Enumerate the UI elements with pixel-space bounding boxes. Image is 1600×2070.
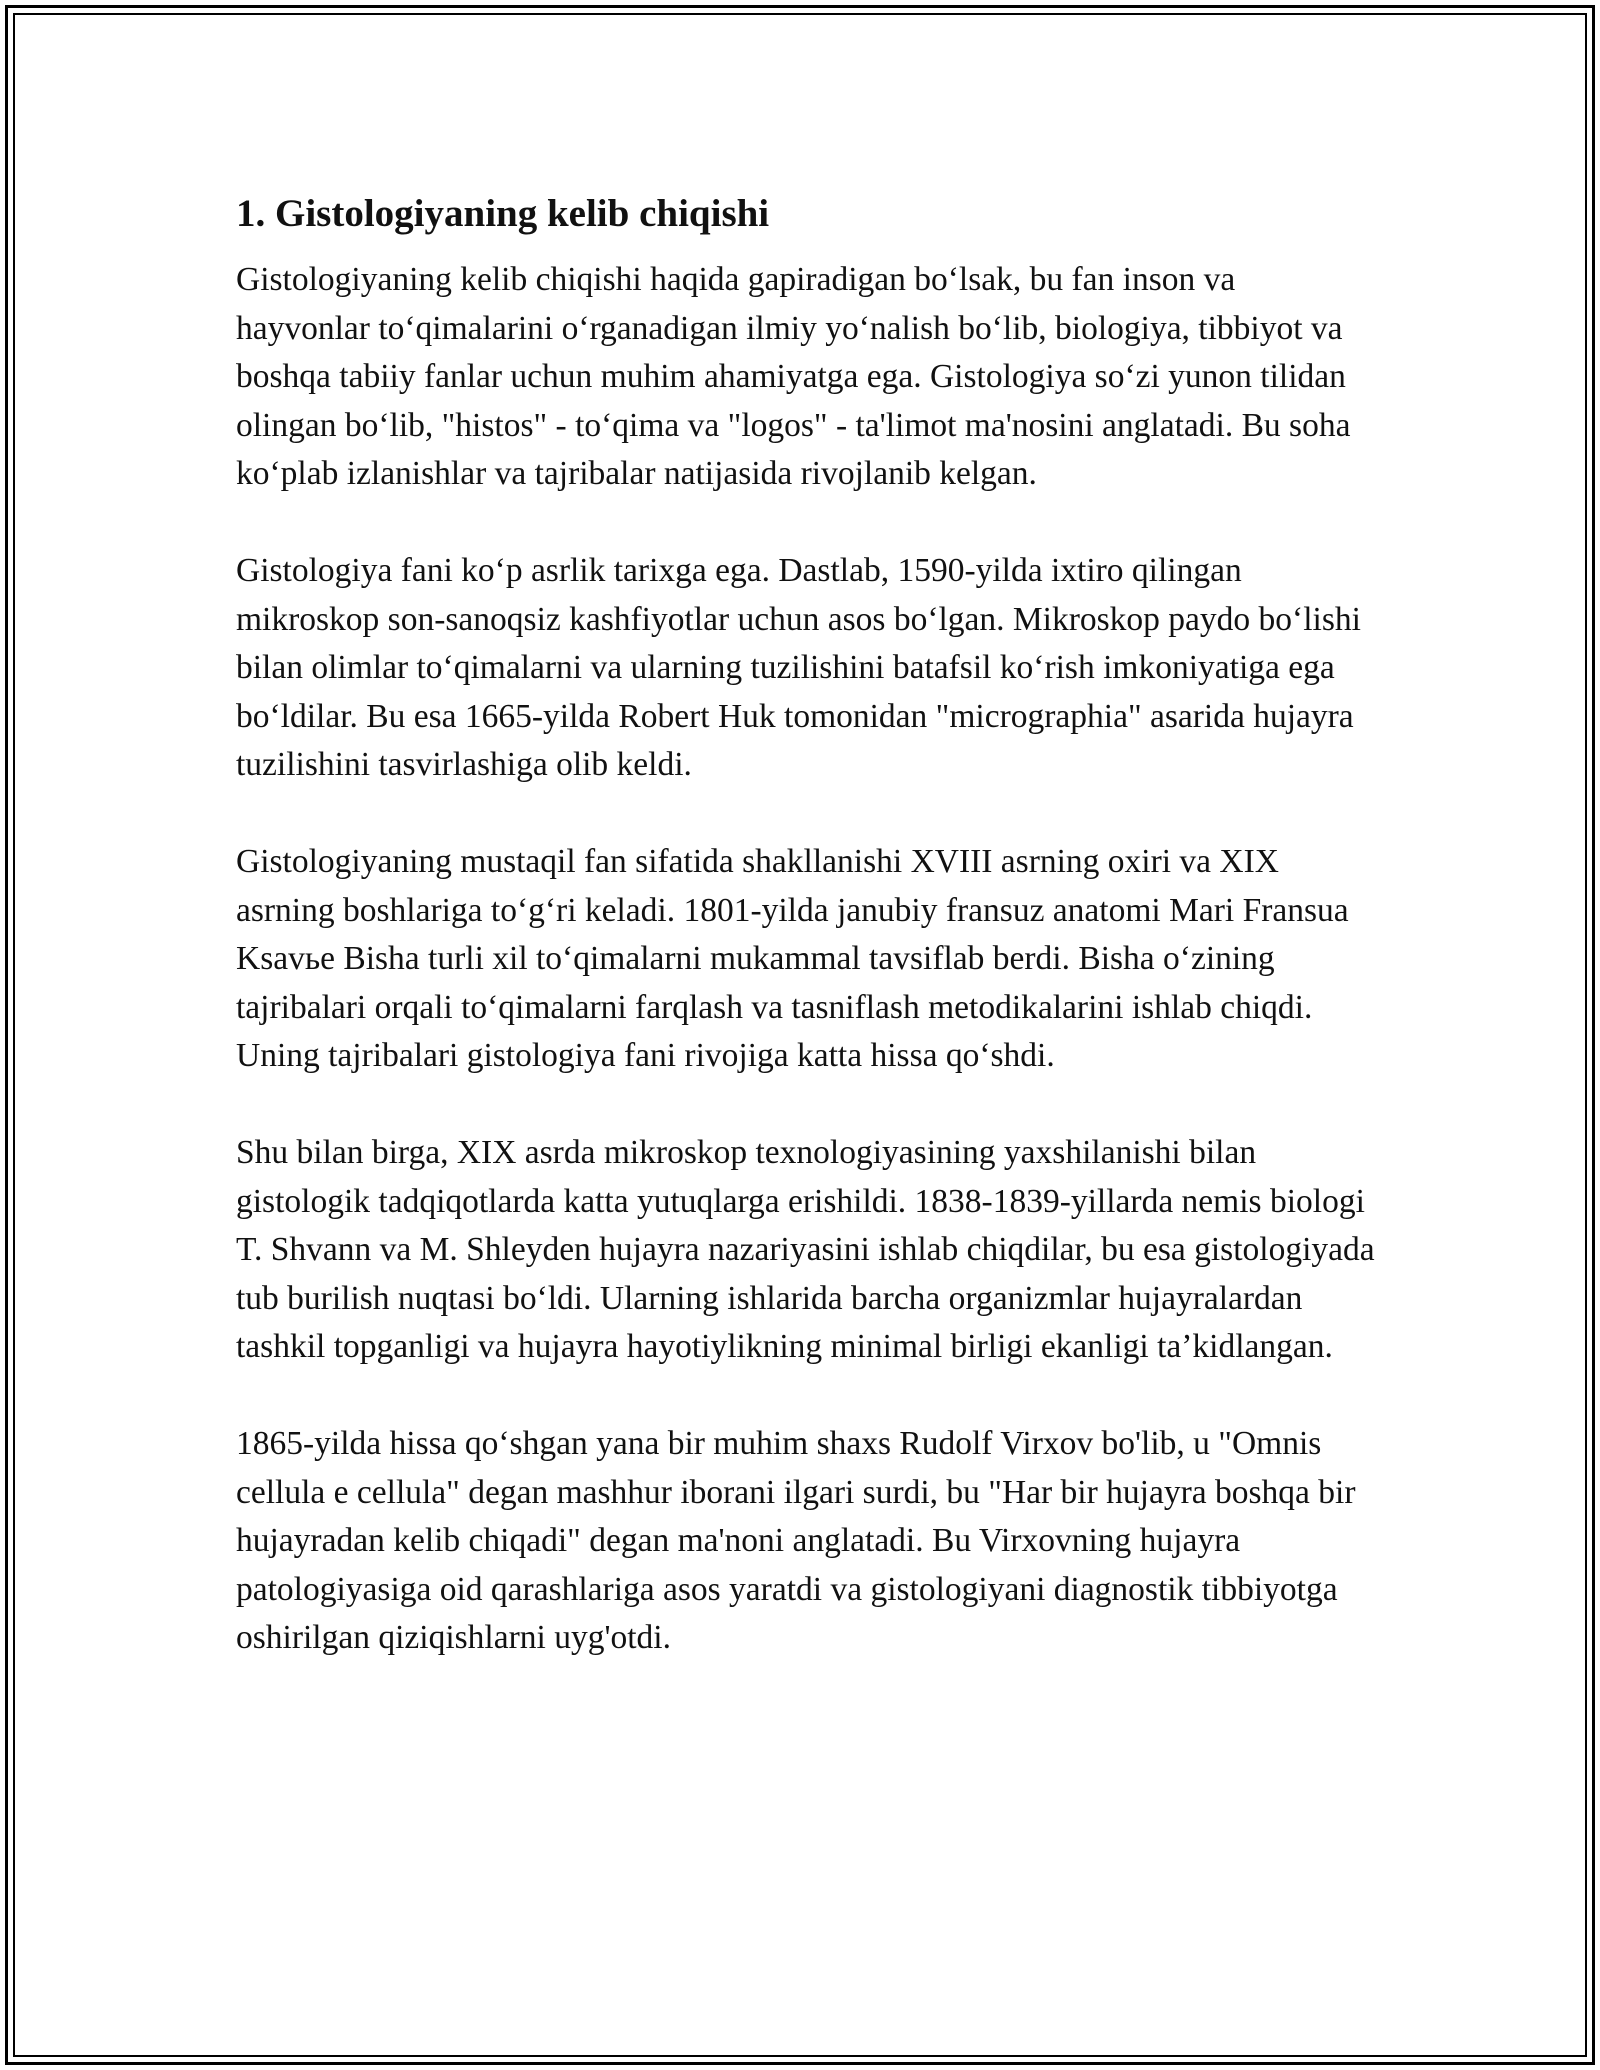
paragraph-virchow: 1865-yilda hissa qo‘shgan yana bir muhim shaxs Rudolf Virxov bo'lib, u "Omnis cellula e cellula" degan mashhur iborani ilgari surdi, bu "Har bir hujayra boshqa bir hujayradan kelib chiqadi" degan ma'noni anglatadi. Bu Virxovning hujayra patologiyasiga oid qarashlariga asos yaratdi va gistologiyani diagnostik tibbiyotga oshirilgan qiziqishlarni uyg'otdi. xyxy=(236,1425,1356,1656)
paragraph-bichat: Gistologiyaning mustaqil fan sifatida shakllanishi XVIII asrning oxiri va XIX asrning boshlariga to‘g‘ri keladi. 1801-yilda janubiy fransuz anatomi Mari Fransua Ksavье Bisha turli xil to‘qimalarni mukammal tavsiflab berdi. Bisha o‘zining tajribalari orqali to‘qimalarni farqlash va tasniflash metodikalarini ishlab chiqdi. Uning tajribalari gistologiya fani rivojiga katta hissa qo‘shdi. xyxy=(236,843,1349,1074)
paragraph-cell-theory: Shu bilan birga, XIX asrda mikroskop texnologiyasining yaxshilanishi bilan gistologik tadqiqotlarda katta yutuqlarga erishildi. 1838-1839-yillarda nemis biologi T. Shvann va M. Shleyden hujayra nazariyasini ishlab chiqdilar, bu esa gistologiyada tub burilish nuqtasi bo‘ldi. Ularning ishlarida barcha organizmlar hujayralardan tashkil topganligi va hujayra hayotiylikning minimal birligi ekanligi ta’kidlangan. xyxy=(236,1134,1375,1365)
paragraph-microscope: Gistologiya fani ko‘p asrlik tarixga ega. Dastlab, 1590-yilda ixtiro qilingan mikroskop son-sanoqsiz kashfiyotlar uchun asos bo‘lgan. Mikroskop paydo bo‘lishi bilan olimlar to‘qimalarni va ularning tuzilishini batafsil ko‘rish imkoniyatiga ega bo‘ldilar. Bu esa 1665-yilda Robert Huk tomonidan "micrographia" asarida hujayra tuzilishini tasvirlashiga olib keldi. xyxy=(236,552,1361,783)
paragraph-origin: Gistologiyaning kelib chiqishi haqida gapiradigan bo‘lsak, bu fan inson va hayvonlar to‘qimalarini o‘rganadigan ilmiy yo‘nalish bo‘lib, biologiya, tibbiyot va boshqa tabiiy fanlar uchun muhim ahamiyatga ega. Gistologiya so‘zi yunon tilidan olingan bo‘lib, "histos" - to‘qima va "logos" - ta'limot ma'nosini anglatadi. Bu soha ko‘plab izlanishlar va tajribalar natijasida rivojlanib kelgan. xyxy=(236,261,1351,492)
section-heading: 1. Gistologiyaning kelib chiqishi xyxy=(236,192,770,235)
document-body xyxy=(236,186,1376,1663)
